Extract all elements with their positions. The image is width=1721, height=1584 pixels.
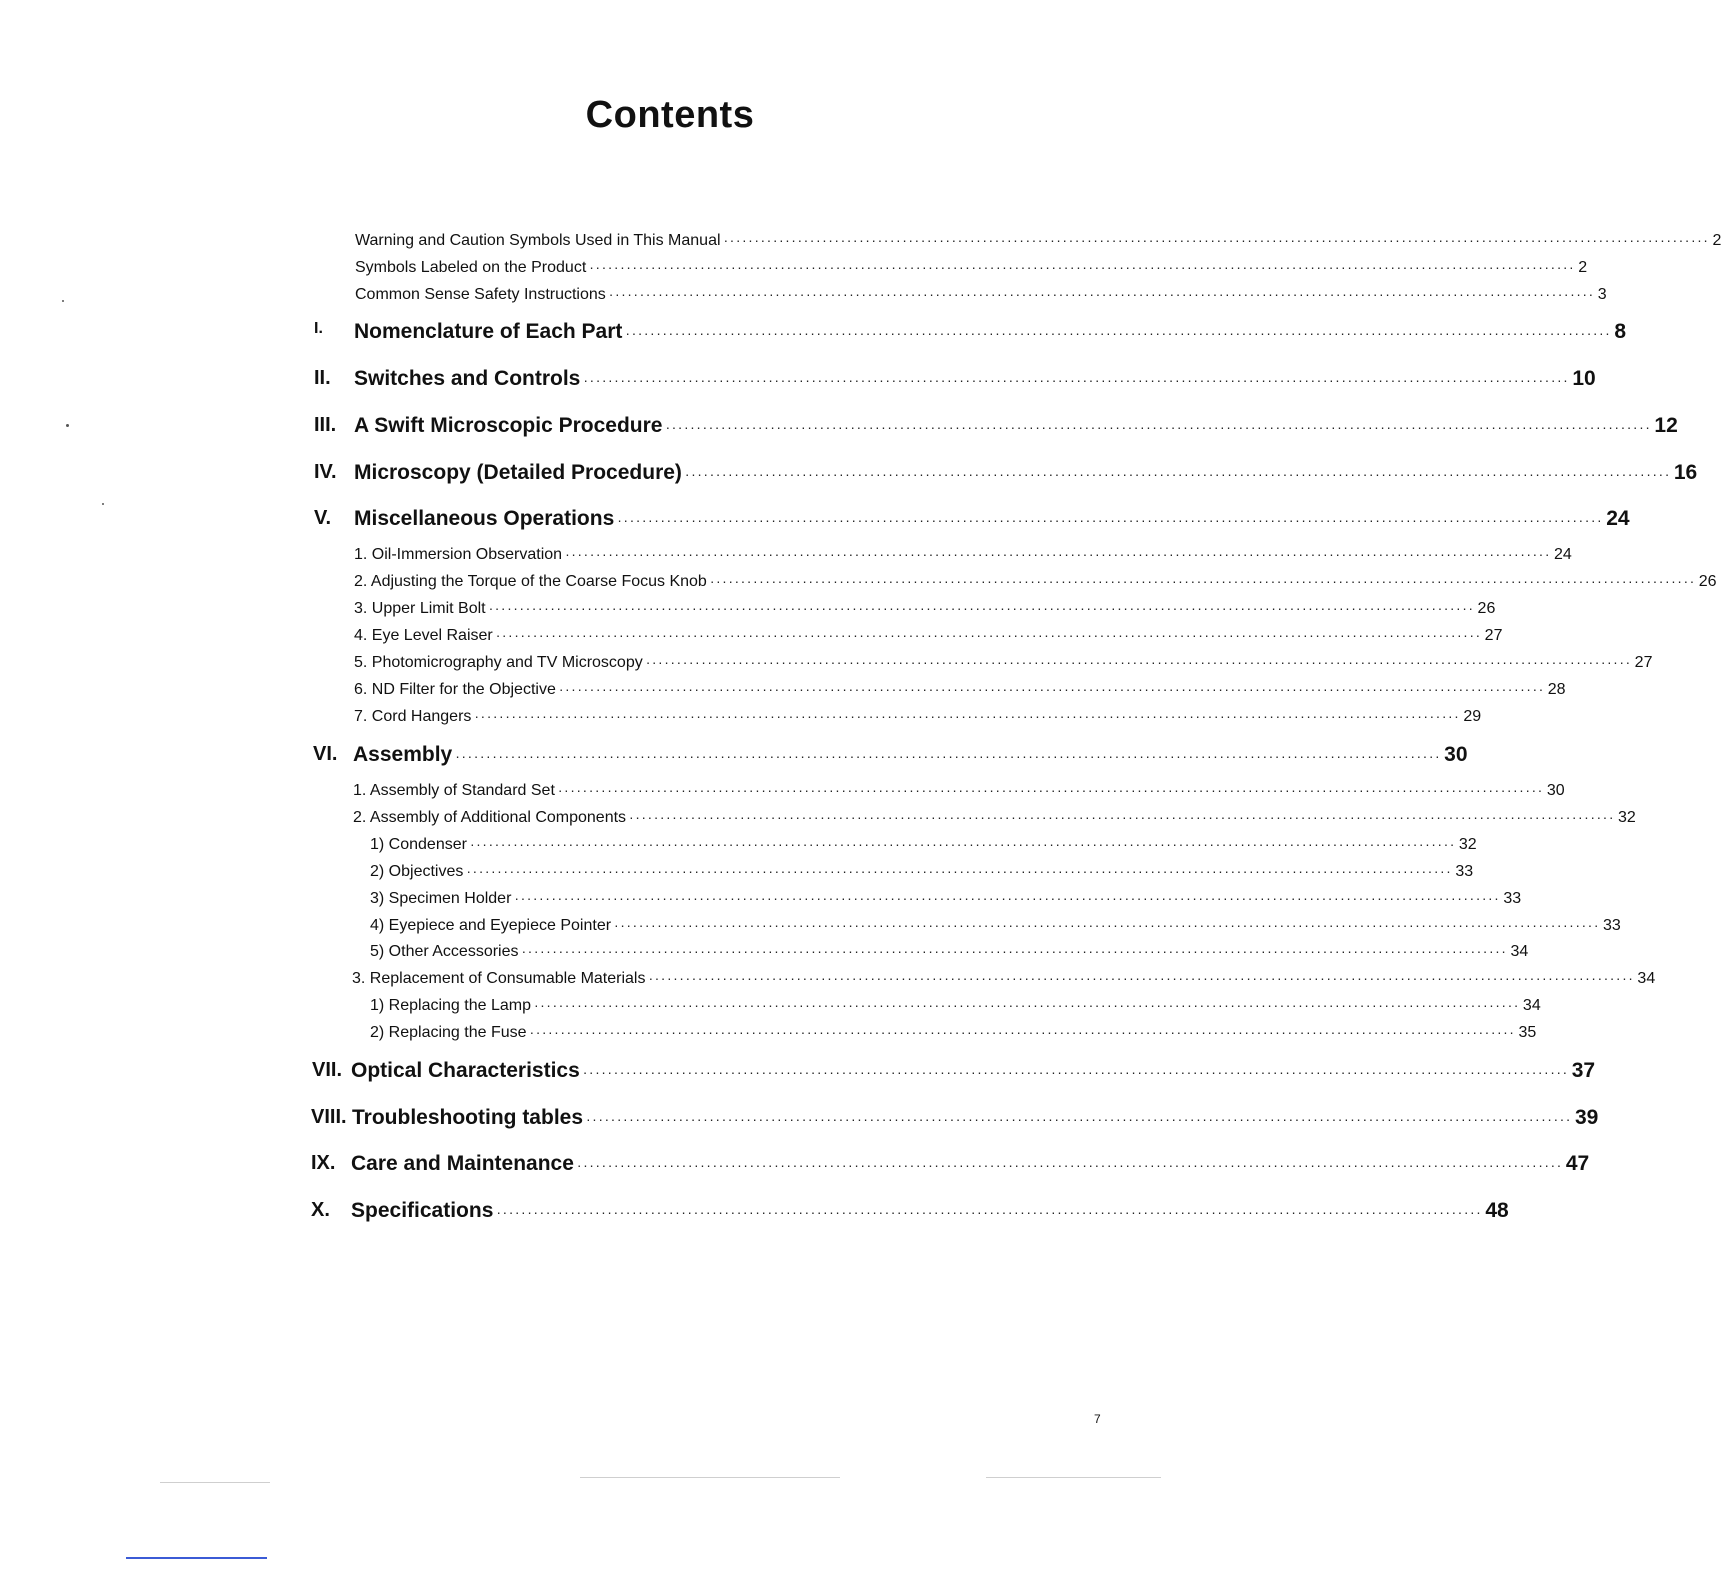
toc-subentry[interactable] <box>354 600 1496 618</box>
toc-subentry[interactable] <box>353 782 1565 800</box>
toc-entry-label: 7. Cord Hangers <box>354 708 472 725</box>
page-number: 7 <box>1094 1412 1101 1426</box>
toc-entry-label: 2. Adjusting the Torque of the Coarse Focus Knob <box>354 573 707 590</box>
toc-subentry[interactable] <box>354 681 1566 699</box>
toc-section-page: 12 <box>1654 414 1678 437</box>
section-numeral: IX. <box>311 1152 336 1174</box>
toc-entry-page: 33 <box>1455 863 1474 880</box>
dot-leader: ································································································································································ <box>614 917 1600 933</box>
dot-leader: ································································································································································ <box>496 1204 1483 1220</box>
dot-leader: ································································································································································ <box>576 1157 1563 1173</box>
toc-section-care[interactable] <box>351 1152 1590 1176</box>
toc-section-label: Care and Maintenance <box>351 1152 574 1175</box>
toc-entry-page: 26 <box>1698 573 1717 590</box>
dot-leader: ································································································································································ <box>495 627 1482 643</box>
toc-entry-page: 34 <box>1637 970 1656 987</box>
toc-section-page: 30 <box>1444 743 1468 766</box>
section-numeral: VIII. <box>311 1106 347 1128</box>
dot-leader: ································································································································································ <box>533 997 1520 1013</box>
toc-entry-label: 1. Assembly of Standard Set <box>353 782 555 799</box>
toc-subentry[interactable] <box>370 863 1474 881</box>
toc-entry-label: 3) Specimen Holder <box>370 890 512 907</box>
toc-subentry[interactable] <box>354 546 1572 564</box>
toc-entry-label: 1) Condenser <box>370 836 467 853</box>
dot-leader: ································································································································································ <box>558 681 1545 697</box>
dot-leader: ································································································································································ <box>582 1064 1569 1080</box>
toc-entry-page: 2 <box>1712 232 1721 249</box>
toc-entry-label: 3. Replacement of Consumable Materials <box>352 970 646 987</box>
dot-leader: ································································································································································ <box>723 232 1710 248</box>
toc-entry[interactable] <box>355 259 1588 277</box>
toc-section-swift-procedure[interactable] <box>354 414 1678 438</box>
toc-entry-page: 35 <box>1518 1024 1537 1041</box>
toc-section-label: Microscopy (Detailed Procedure) <box>354 461 682 484</box>
toc-section-page: 8 <box>1614 320 1627 343</box>
toc-section-label: Optical Characteristics <box>351 1059 580 1082</box>
toc-entry-page: 32 <box>1458 836 1477 853</box>
dot-leader: ································································································································································ <box>608 286 1595 302</box>
toc-section-page: 39 <box>1574 1106 1599 1129</box>
toc-section-page: 16 <box>1673 461 1698 484</box>
toc-subentry[interactable] <box>370 836 1477 854</box>
toc-section-misc-operations[interactable] <box>354 507 1630 531</box>
toc-entry-label: 4. Eye Level Raiser <box>354 627 493 644</box>
toc-entry-page: 33 <box>1602 917 1621 934</box>
toc-subentry[interactable] <box>354 708 1482 726</box>
toc-section-page: 47 <box>1565 1152 1590 1175</box>
toc-section-assembly[interactable] <box>353 743 1468 767</box>
section-numeral: VII. <box>312 1059 343 1081</box>
dot-leader: ································································································································································ <box>625 325 1612 341</box>
toc-section-label: Miscellaneous Operations <box>354 507 615 530</box>
toc-subentry[interactable] <box>370 890 1522 908</box>
dot-leader: ································································································································································ <box>589 259 1576 275</box>
toc-entry-label: 6. ND Filter for the Objective <box>354 681 556 698</box>
scan-line <box>580 1477 840 1478</box>
dot-leader: ································································································································································ <box>629 809 1615 825</box>
toc-section-label: Assembly <box>353 743 453 766</box>
toc-subentry[interactable] <box>354 654 1653 672</box>
toc-section-page: 37 <box>1571 1059 1596 1082</box>
toc-entry-label: Symbols Labeled on the Product <box>355 259 587 276</box>
section-numeral: I. <box>314 320 323 337</box>
toc-subentry[interactable] <box>353 809 1636 827</box>
toc-section-label: Nomenclature of Each Part <box>354 320 623 343</box>
dot-leader: ································································································································································ <box>529 1024 1516 1040</box>
toc-entry-page: 34 <box>1510 943 1529 960</box>
toc-entry-label: Warning and Caution Symbols Used in This Manual <box>355 232 721 249</box>
dot-leader: ································································································································································ <box>474 708 1461 724</box>
dot-leader: ································································································································································ <box>617 512 1604 528</box>
dot-leader: ································································································································································ <box>488 600 1475 616</box>
toc-subentry[interactable] <box>370 997 1541 1015</box>
toc-section-specifications[interactable] <box>351 1199 1509 1223</box>
dot-leader: ································································································································································ <box>557 782 1544 798</box>
toc-entry-page: 34 <box>1522 997 1541 1014</box>
toc-section-troubleshooting[interactable] <box>352 1106 1599 1130</box>
toc-entry[interactable] <box>355 232 1721 250</box>
section-numeral: VI. <box>313 743 338 765</box>
toc-section-optical[interactable] <box>351 1059 1596 1083</box>
dot-leader: ································································································································································ <box>648 970 1635 986</box>
toc-subentry[interactable] <box>370 917 1621 935</box>
dot-leader: ································································································································································ <box>709 573 1696 589</box>
page-title: Contents <box>585 94 755 136</box>
blue-rule <box>126 1557 267 1559</box>
toc-section-label: Troubleshooting tables <box>352 1106 584 1129</box>
toc-subentry[interactable] <box>370 1024 1537 1042</box>
toc-entry-label: 2) Replacing the Fuse <box>370 1024 527 1041</box>
dot-leader: ································································································································································ <box>645 654 1632 670</box>
dot-leader: ································································································································································ <box>665 419 1652 435</box>
scan-speck <box>62 300 64 302</box>
toc-entry-label: 2. Assembly of Additional Components <box>353 809 627 826</box>
toc-entry[interactable] <box>355 286 1607 304</box>
scan-speck <box>66 424 69 427</box>
toc-subentry[interactable] <box>370 943 1529 961</box>
toc-entry-page: 29 <box>1463 708 1482 725</box>
toc-entry-label: Common Sense Safety Instructions <box>355 286 606 303</box>
toc-entry-label: 4) Eyepiece and Eyepiece Pointer <box>370 917 612 934</box>
toc-section-label: Specifications <box>351 1199 494 1222</box>
dot-leader: ································································································································································ <box>514 890 1501 906</box>
toc-entry-page: 24 <box>1554 546 1572 563</box>
scan-line <box>160 1482 270 1483</box>
dot-leader: ································································································································································ <box>469 836 1456 852</box>
toc-entry-label: 1) Replacing the Lamp <box>370 997 531 1014</box>
toc-section-microscopy[interactable] <box>354 461 1698 485</box>
toc-entry-label: 5) Other Accessories <box>370 943 519 960</box>
toc-entry-page: 2 <box>1578 259 1588 276</box>
toc-entry-page: 3 <box>1597 286 1607 303</box>
toc-entry-page: 27 <box>1484 627 1503 644</box>
toc-entry-label: 2) Objectives <box>370 863 464 880</box>
section-numeral: IV. <box>314 461 337 483</box>
toc-entry-page: 27 <box>1634 654 1653 671</box>
toc-section-label: Switches and Controls <box>354 367 581 390</box>
toc-entry-label: 3. Upper Limit Bolt <box>354 600 486 617</box>
toc-entry-page: 28 <box>1547 681 1566 698</box>
dot-leader: ································································································································································ <box>586 1111 1572 1127</box>
toc-subentry[interactable] <box>352 970 1656 988</box>
toc-entry-page: 26 <box>1477 600 1496 617</box>
toc-entry-page: 33 <box>1503 890 1522 907</box>
toc-entry-page: 32 <box>1617 809 1636 826</box>
toc-section-page: 24 <box>1606 507 1630 530</box>
toc-entry-label: 1. Oil-Immersion Observation <box>354 546 563 563</box>
toc-section-nomenclature[interactable] <box>354 320 1627 344</box>
dot-leader: ································································································································································ <box>565 546 1551 562</box>
scan-line <box>986 1477 1161 1478</box>
toc-subentry[interactable] <box>354 573 1717 591</box>
section-numeral: V. <box>314 507 332 529</box>
toc-entry-label: 5. Photomicrography and TV Microscopy <box>354 654 643 671</box>
dot-leader: ································································································································································ <box>684 466 1671 482</box>
toc-section-switches[interactable] <box>354 367 1596 391</box>
section-numeral: II. <box>314 367 331 389</box>
toc-section-page: 10 <box>1572 367 1596 390</box>
toc-entry-page: 30 <box>1546 782 1565 799</box>
scan-speck <box>102 503 104 505</box>
dot-leader: ································································································································································ <box>455 748 1442 764</box>
toc-section-label: A Swift Microscopic Procedure <box>354 414 663 437</box>
dot-leader: ································································································································································ <box>583 372 1570 388</box>
toc-section-page: 48 <box>1485 1199 1509 1222</box>
dot-leader: ································································································································································ <box>521 943 1508 959</box>
dot-leader: ································································································································································ <box>466 863 1453 879</box>
section-numeral: III. <box>314 414 337 436</box>
section-numeral: X. <box>311 1199 330 1221</box>
toc-subentry[interactable] <box>354 627 1503 645</box>
